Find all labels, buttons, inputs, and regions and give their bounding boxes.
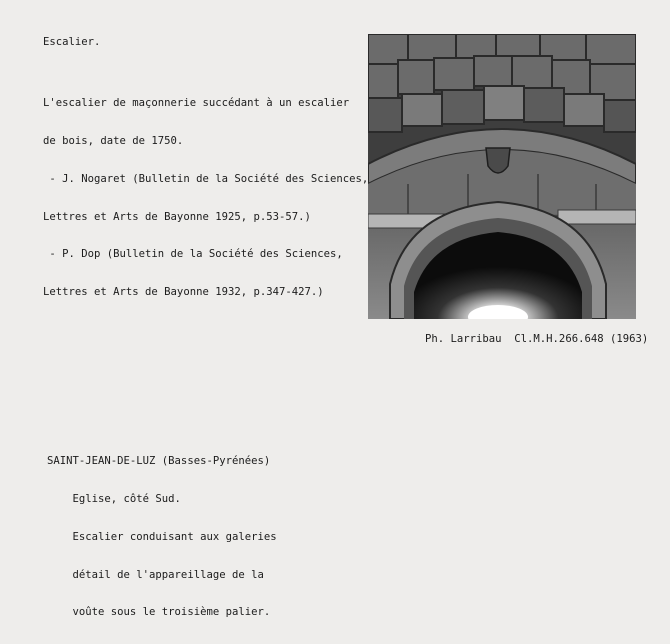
- caption-line: Escalier conduisant aux galeries: [47, 530, 277, 543]
- description-line: de bois, date de 1750.: [43, 134, 184, 147]
- caption-line: SAINT-JEAN-DE-LUZ (Basses-Pyrénées): [47, 455, 271, 468]
- card-heading: Escalier.: [43, 36, 101, 48]
- description-line: L'escalier de maçonnerie succédant à un escalier: [43, 97, 350, 110]
- description-line: - J. Nogaret (Bulletin de la Société des Sciences,: [43, 172, 369, 185]
- photo-credit: Ph. Larribau Cl.M.H.266.648 (1963): [425, 333, 649, 345]
- caption-line: détail de l'appareillage de la: [47, 568, 264, 581]
- description-line: Lettres et Arts de Bayonne 1925, p.53-57.): [43, 210, 311, 223]
- caption-block: [47, 430, 277, 644]
- caption-line: Eglise, côté Sud.: [47, 492, 181, 505]
- caption-line: voûte sous le troisième palier.: [47, 606, 271, 619]
- description-line: - P. Dop (Bulletin de la Société des Sciences,: [43, 248, 343, 261]
- description-block: [43, 72, 368, 324]
- vault-photograph: [368, 34, 636, 319]
- description-line: Lettres et Arts de Bayonne 1932, p.347-427.): [43, 286, 324, 299]
